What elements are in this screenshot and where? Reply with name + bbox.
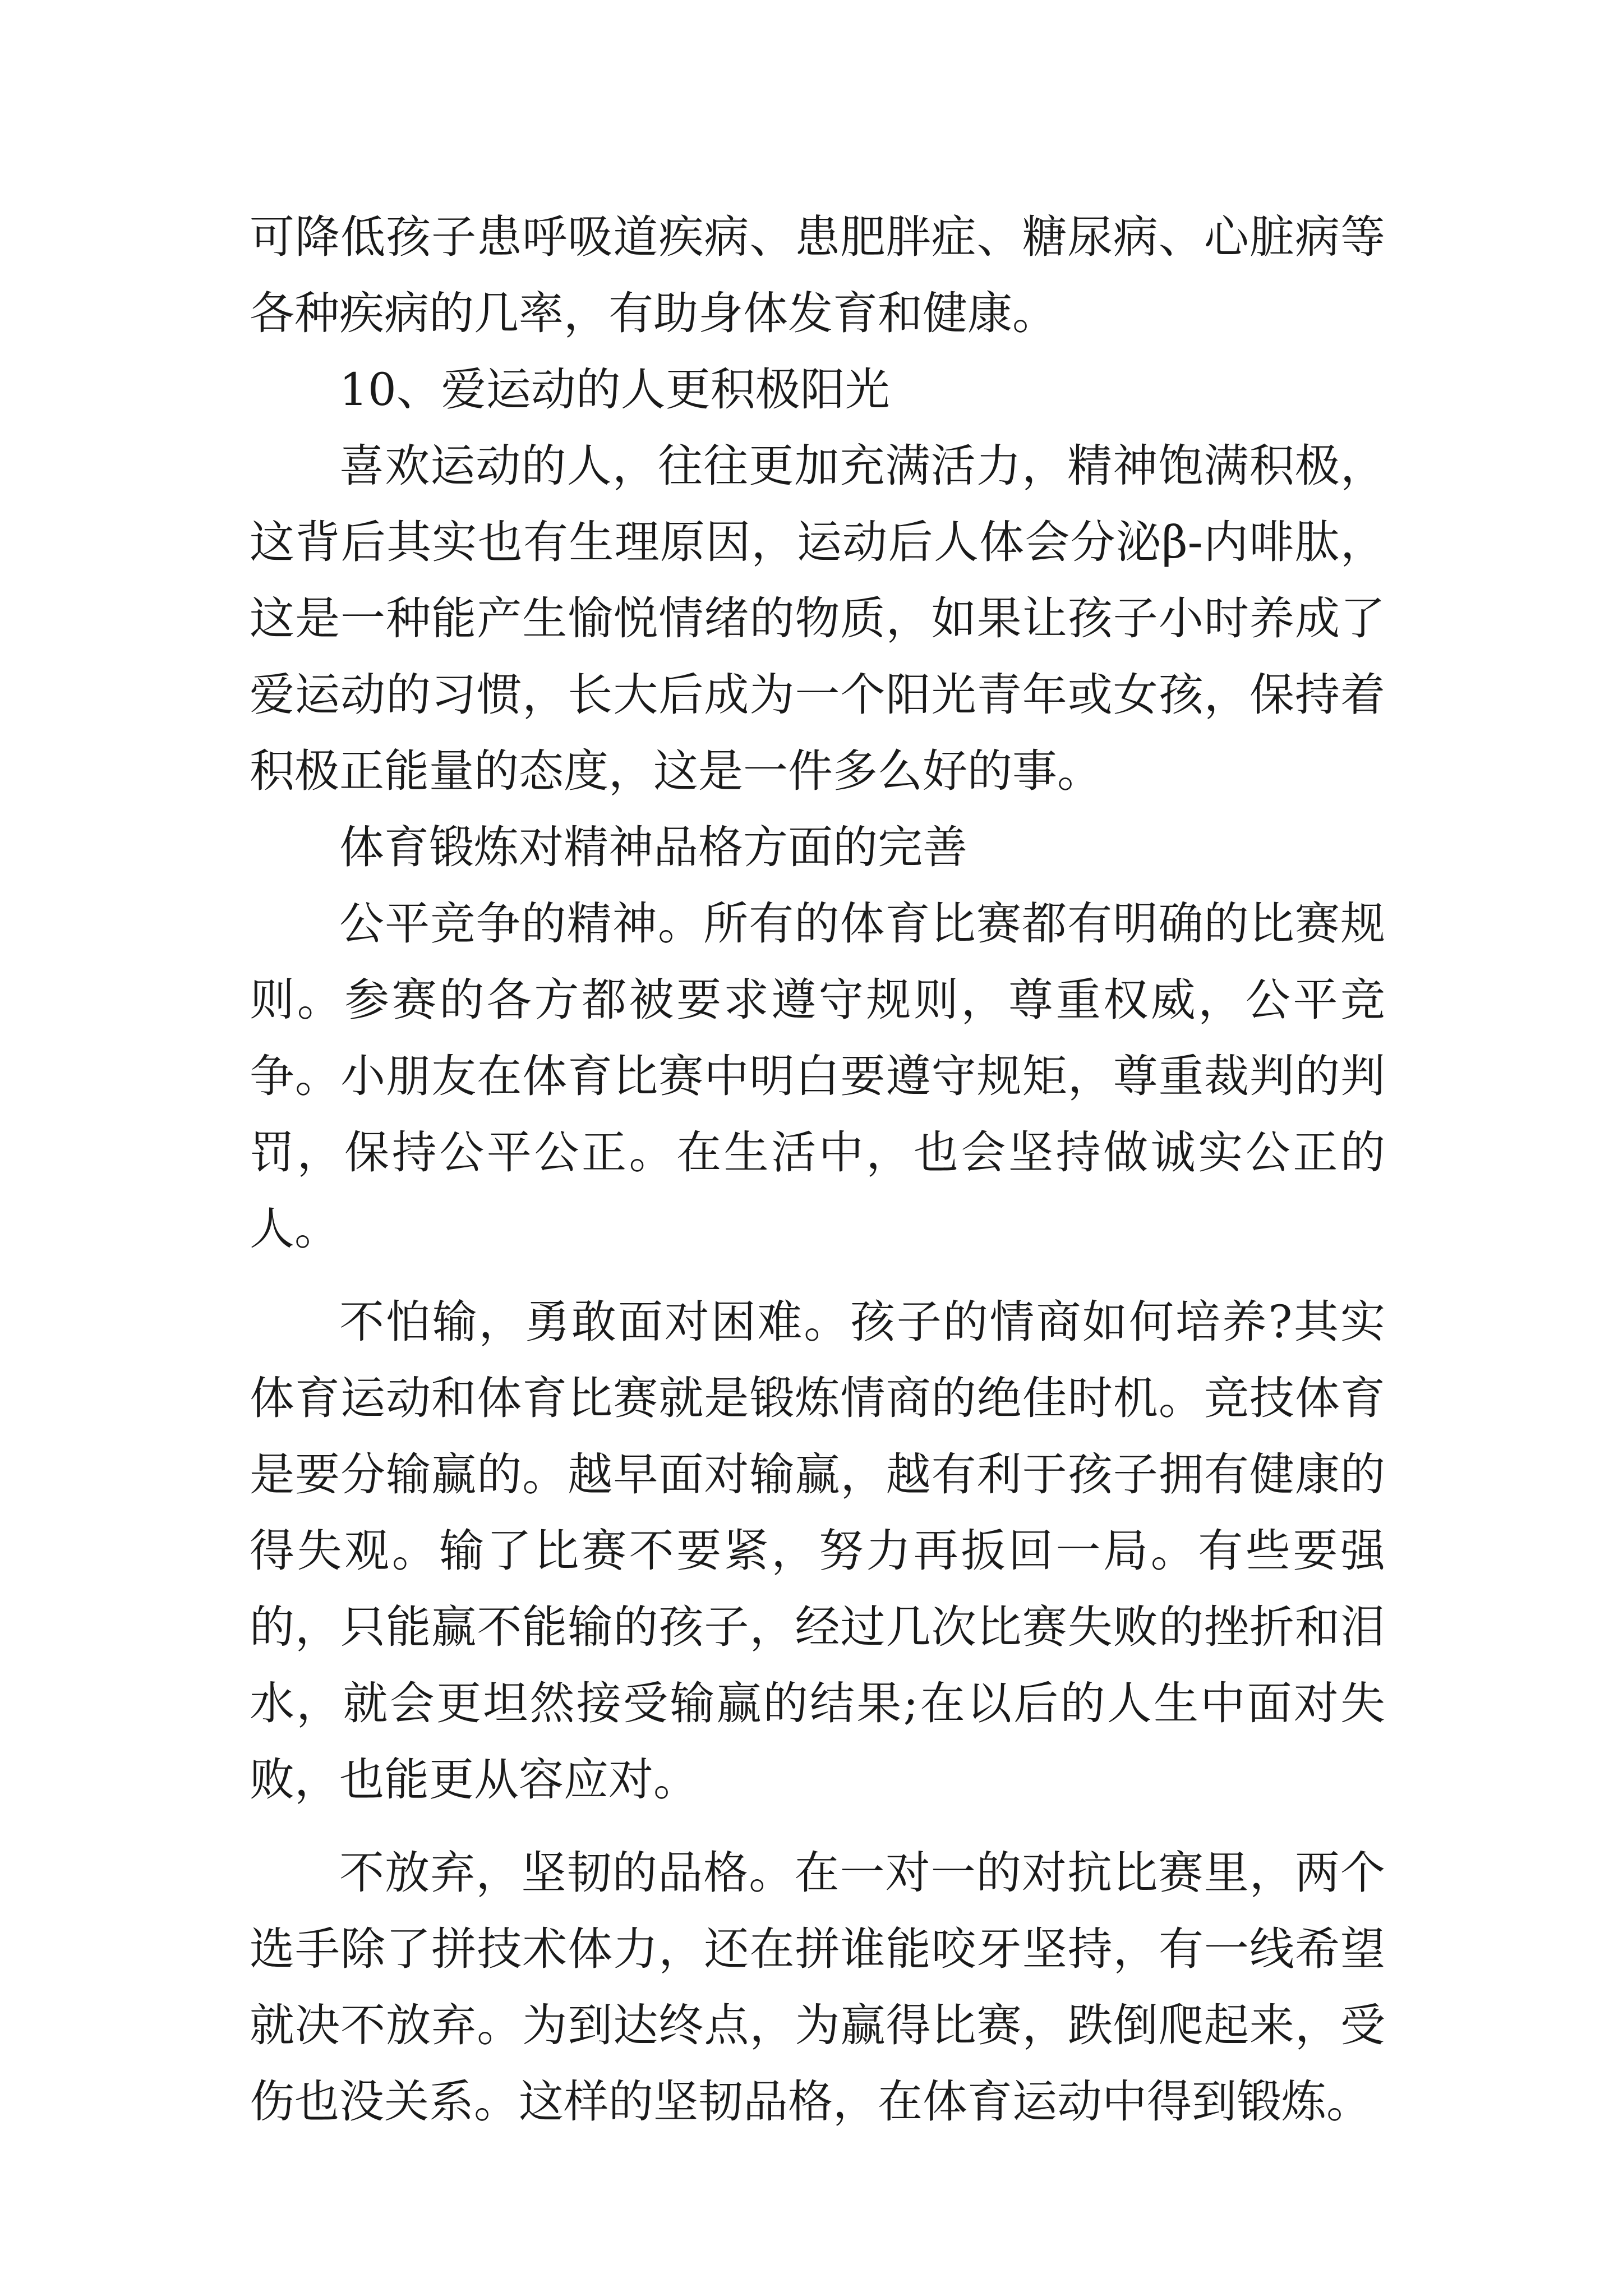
paragraph-positive-energy: 喜欢运动的人，往往更加充满活力，精神饱满积极，这背后其实也有生理原因，运动后人体会分泌β-内啡肽， 这是一种能产生愉悦情绪的物质，如果让孩子小时养成了爱运动的习惯，长大后成为一个阳光青年或女孩，保持着积极正能量的态度，这是一件多么好的事。 <box>250 440 1385 797</box>
body-text <box>250 199 1385 2140</box>
paragraph-not-afraid-to-lose: 不怕输，勇敢面对困难。孩子的情商如何培养?其实体育运动和体育比赛就是锻炼情商的绝佳时机。竞技体育是要分输赢的。越早面对输赢，越有利于孩子拥有健康的得失观。输了比赛不要紧，努力再扳回一局。有些要强的，只能赢不能输的孩子，经过几次比赛失败的挫折和泪水，就会更坦然接受输赢的结果;在以后的人生中面对失败，也能更从容应对。 <box>250 1296 1385 1806</box>
heading-character-improvement: 体育锻炼对精神品格方面的完善 <box>339 821 967 873</box>
heading-point-10: 10、爱运动的人更积极阳光 <box>339 364 890 416</box>
paragraph-health-continuation: 可降低孩子患呼吸道疾病、患肥胖症、糖尿病、心脏病等各种疾病的几率，有助身体发育和健康。 <box>250 211 1385 339</box>
paragraph-fair-competition: 公平竞争的精神。所有的体育比赛都有明确的比赛规则。参赛的各方都被要求遵守规则，尊重权威，公平竞争。小朋友在体育比赛中明白要遵守规矩，尊重裁判的判罚，保持公平公正。在生活中，也会坚持做诚实公正的人。 <box>250 898 1385 1255</box>
paragraph-perseverance: 不放弃，坚韧的品格。在一对一的对抗比赛里，两个选手除了拼技术体力，还在拼谁能咬牙坚持，有一线希望就决不放弃。为到达终点，为赢得比赛，跌倒爬起来，受伤也没关系。这样的坚韧品格，在体育运动中得到锻炼。 <box>250 1847 1385 2128</box>
